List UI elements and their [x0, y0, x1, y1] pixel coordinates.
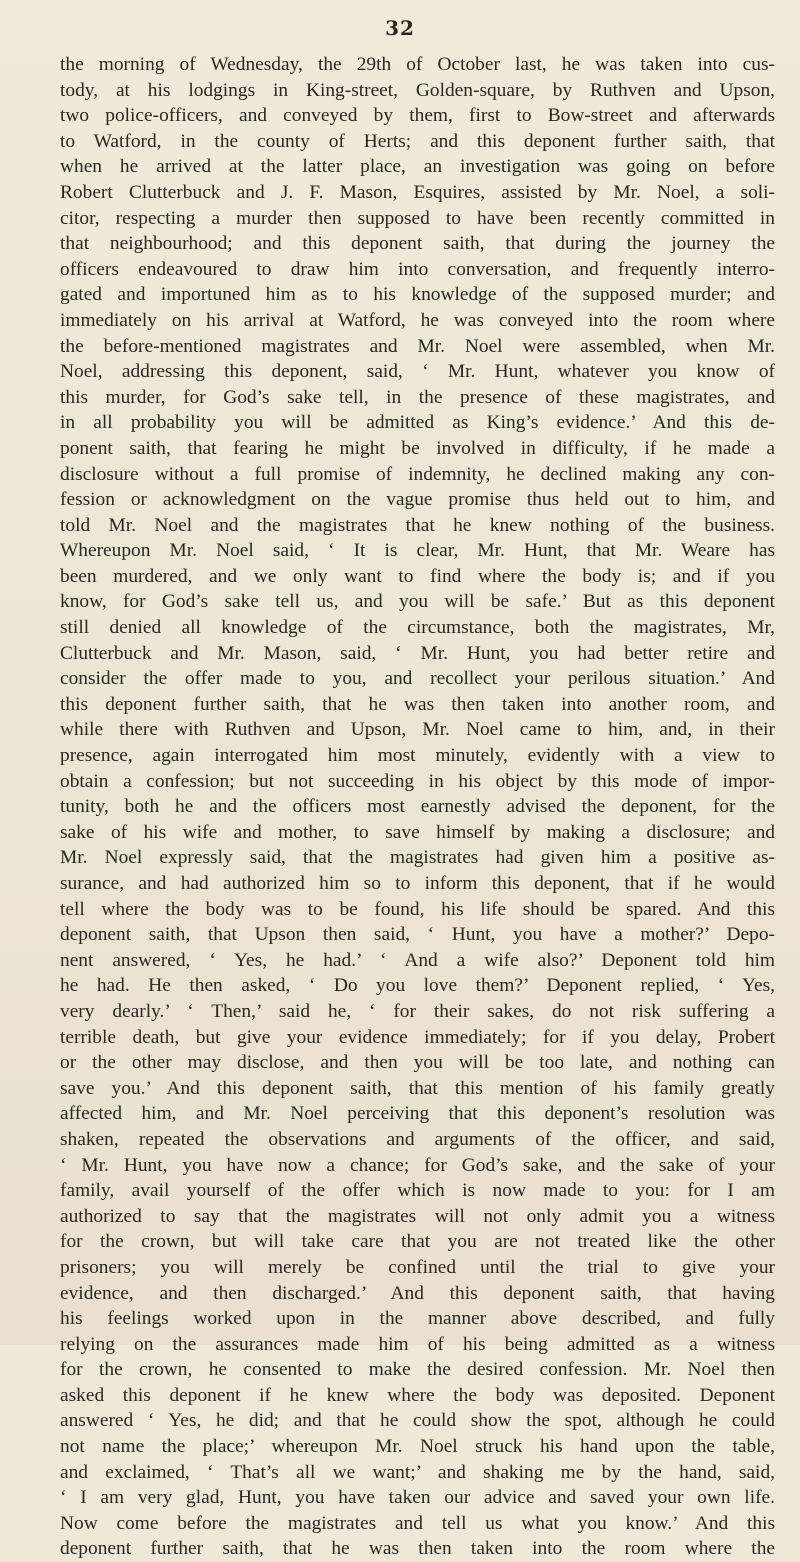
text-line: he had. He then asked, ‘ Do you love them?’ Deponent replied, ‘ Yes,: [60, 975, 775, 997]
text-line: relying on the assurances made him of his being admitted as a witness: [60, 1333, 775, 1355]
text-line: evidence, and then discharged.’ And this deponent saith, that having: [60, 1282, 775, 1304]
text-line: the before-mentioned magistrates and Mr. Noel were assembled, when Mr.: [60, 335, 775, 357]
text-line: tody, at his lodgings in King-street, Golden-square, by Ruthven and Upson,: [60, 79, 775, 101]
text-line: ponent saith, that fearing he might be involved in difficulty, if he made a: [60, 437, 775, 459]
text-line: nent answered, ‘ Yes, he had.’ ‘ And a wife also?’ Deponent told him: [60, 949, 775, 971]
text-line: deponent saith, that Upson then said, ‘ Hunt, you have a mother?’ Depo-: [60, 924, 775, 946]
text-line: that neighbourhood; and this deponent saith, that during the journey the: [60, 233, 775, 255]
text-line: citor, respecting a murder then supposed to have been recently committed in: [60, 207, 775, 229]
text-line: two police-officers, and conveyed by them, first to Bow-street and afterwards: [60, 105, 775, 127]
text-line: answered ‘ Yes, he did; and that he could show the spot, although he could: [60, 1410, 775, 1432]
text-line: Whereupon Mr. Noel said, ‘ It is clear, Mr. Hunt, that Mr. Weare has: [60, 540, 775, 562]
text-line: and exclaimed, ‘ That’s all we want;’ and shaking me by the hand, said,: [60, 1461, 775, 1483]
text-line: authorized to say that the magistrates will not only admit you a witness: [60, 1205, 775, 1227]
text-line: consider the offer made to you, and recollect your perilous situation.’ And: [60, 668, 775, 690]
text-line: save you.’ And this deponent saith, that this mention of his family greatly: [60, 1077, 775, 1099]
text-line: surance, and had authorized him so to inform this deponent, that if he would: [60, 873, 775, 894]
text-line: the morning of Wednesday, the 29th of October last, he was taken into cus-: [60, 54, 775, 75]
text-line: terrible death, but give your evidence immediately; for if you delay, Probert: [60, 1026, 775, 1048]
text-line: know, for God’s sake tell us, and you will be safe.’ But as this deponent: [60, 591, 775, 613]
text-line: fession or acknowledgment on the vague promise thus held out to him, and: [60, 489, 775, 511]
text-line: his feelings worked upon in the manner above described, and fully: [60, 1308, 775, 1330]
text-line: prisoners; you will merely be confined until the trial to give your: [60, 1256, 775, 1278]
text-line: told Mr. Noel and the magistrates that he knew nothing of the business.: [60, 514, 775, 536]
text-line: family, avail yourself of the offer which is now made to you: for I am: [60, 1180, 775, 1202]
text-line: disclosure without a full promise of indemnity, he declined making any con-: [60, 463, 775, 485]
text-line: in all probability you will be admitted as King’s evidence.’ And this de-: [60, 412, 775, 434]
text-line: Now come before the magistrates and tell us what you know.’ And this: [60, 1512, 775, 1534]
text-line: not name the place;’ whereupon Mr. Noel struck his hand upon the table,: [60, 1436, 775, 1458]
text-line: while there with Ruthven and Upson, Mr. Noel came to him, and, in their: [60, 719, 775, 741]
text-line: Noel, addressing this deponent, said, ‘ Mr. Hunt, whatever you know of: [60, 361, 775, 383]
text-line: ‘ Mr. Hunt, you have now a chance; for God’s sake, and the sake of your: [60, 1154, 775, 1176]
text-line: this murder, for God’s sake tell, in the presence of these magistrates, and: [60, 386, 775, 408]
text-line: tell where the body was to be found, his life should be spared. And this: [60, 898, 775, 920]
text-line: this deponent further saith, that he was then taken into another room, and: [60, 693, 775, 715]
text-line: presence, again interrogated him most minutely, evidently with a view to: [60, 745, 775, 767]
text-line: been murdered, and we only want to find where the body is; and if you: [60, 565, 775, 587]
text-line: asked this deponent if he knew where the body was deposited. Deponent: [60, 1384, 775, 1406]
text-line: shaken, repeated the observations and arguments of the officer, and said,: [60, 1128, 775, 1150]
text-line: Mr. Noel expressly said, that the magistrates had given him a positive as-: [60, 847, 775, 869]
text-line: Clutterbuck and Mr. Mason, said, ‘ Mr. Hunt, you had better retire and: [60, 642, 775, 664]
text-line: gated and importuned him as to his knowledge of the supposed murder; and: [60, 284, 775, 306]
text-line: obtain a confession; but not succeeding in his object by this mode of impor-: [60, 770, 775, 792]
page-number: 32: [385, 16, 415, 40]
text-line: for the crown, but will take care that you are not treated like the other: [60, 1231, 775, 1253]
text-line: still denied all knowledge of the circumstance, both the magistrates, Mr,: [60, 617, 775, 639]
text-line: to Watford, in the county of Herts; and this deponent further saith, that: [60, 130, 775, 152]
body-text: [60, 52, 775, 1562]
text-line: when he arrived at the latter place, an investigation was going on before: [60, 156, 775, 178]
text-line: officers endeavoured to draw him into conversation, and frequently interro-: [60, 258, 775, 280]
text-line: Robert Clutterbuck and J. F. Mason, Esquires, assisted by Mr. Noel, a soli-: [60, 181, 775, 203]
text-line: sake of his wife and mother, to save himself by making a disclosure; and: [60, 821, 775, 843]
text-line: tunity, both he and the officers most earnestly advised the deponent, for the: [60, 796, 775, 818]
text-line: deponent further saith, that he was then taken into the room where the: [60, 1538, 775, 1560]
text-line: or the other may disclose, and then you will be too late, and nothing can: [60, 1052, 775, 1074]
text-line: for the crown, he consented to make the desired confession. Mr. Noel then: [60, 1359, 775, 1381]
text-line: very dearly.’ ‘ Then,’ said he, ‘ for their sakes, do not risk suffering a: [60, 1000, 775, 1022]
text-line: ‘ I am very glad, Hunt, you have taken our advice and saved your own life.: [60, 1487, 775, 1509]
text-line: affected him, and Mr. Noel perceiving that this deponent’s resolution was: [60, 1103, 775, 1125]
text-line: immediately on his arrival at Watford, he was conveyed into the room where: [60, 309, 775, 331]
